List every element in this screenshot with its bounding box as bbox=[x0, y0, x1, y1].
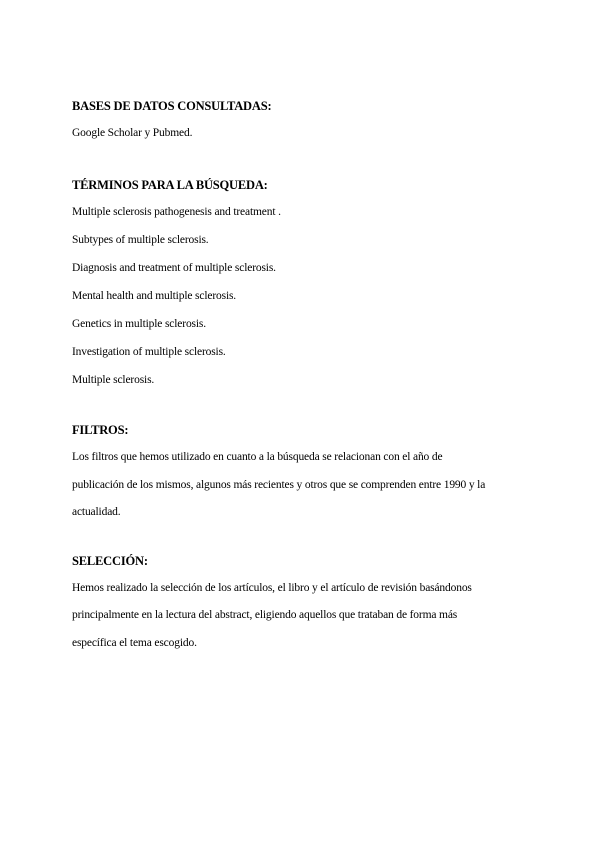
section-bases bbox=[72, 96, 532, 143]
seleccion-line: Hemos realizado la selección de los artículos, el libro y el artículo de revisión basándonos bbox=[72, 581, 472, 594]
heading-terminos: TÉRMINOS PARA LA BÚSQUEDA: bbox=[72, 178, 268, 192]
heading-filtros: FILTROS: bbox=[72, 423, 129, 437]
term-item: Multiple sclerosis. bbox=[72, 374, 155, 386]
heading-seleccion: SELECCIÓN: bbox=[72, 553, 148, 568]
term-item: Diagnosis and treatment of multiple sclerosis. bbox=[72, 262, 276, 274]
seleccion-line: específica el tema escogido. bbox=[72, 636, 197, 649]
filtros-paragraph bbox=[72, 444, 532, 527]
document-page bbox=[72, 96, 532, 657]
section-filtros bbox=[72, 420, 532, 527]
section-terminos bbox=[72, 175, 532, 390]
term-item: Subtypes of multiple sclerosis. bbox=[72, 234, 209, 246]
term-item: Multiple sclerosis pathogenesis and treatment . bbox=[72, 206, 281, 218]
term-item: Genetics in multiple sclerosis. bbox=[72, 318, 206, 330]
filtros-line: actualidad. bbox=[72, 506, 121, 518]
filtros-line: Los filtros que hemos utilizado en cuanto a la búsqueda se relacionan con el año de bbox=[72, 451, 443, 463]
section-seleccion bbox=[72, 551, 532, 658]
term-item: Investigation of multiple sclerosis. bbox=[72, 346, 226, 358]
seleccion-line: principalmente en la lectura del abstract, eligiendo aquellos que trataban de forma más bbox=[72, 609, 458, 621]
term-item: Mental health and multiple sclerosis. bbox=[72, 290, 237, 302]
bases-text: Google Scholar y Pubmed. bbox=[72, 127, 193, 139]
heading-bases: BASES DE DATOS CONSULTADAS: bbox=[72, 99, 272, 113]
seleccion-paragraph bbox=[72, 575, 532, 658]
filtros-line: publicación de los mismos, algunos más recientes y otros que se comprenden entre 1990 y la bbox=[72, 478, 486, 491]
